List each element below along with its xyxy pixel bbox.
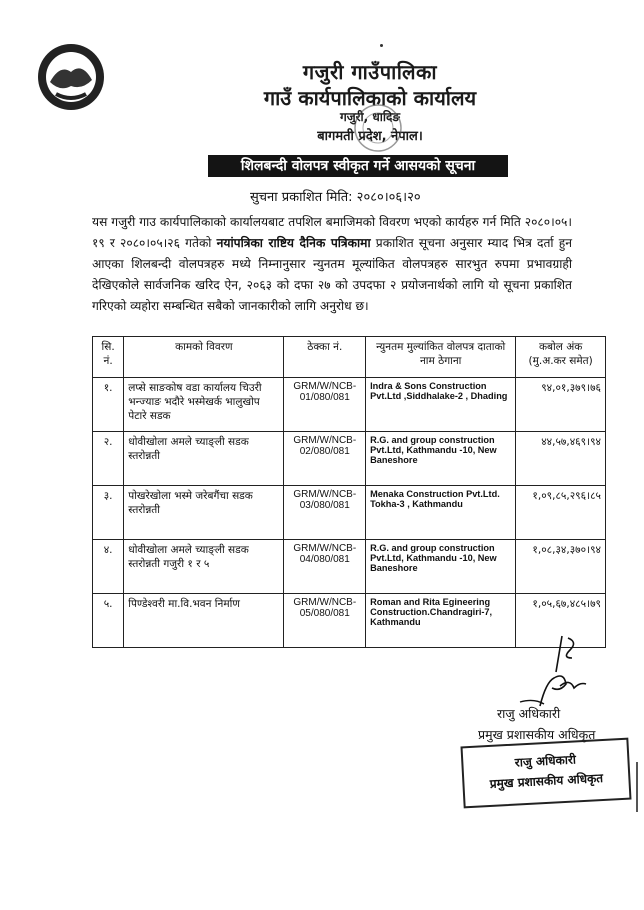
row-ref: GRM/W/NCB-01/080/081 (284, 378, 366, 432)
table-row (93, 486, 606, 540)
body-text-part2: प्रकाशित सूचना अनुसार म्याद भित्र दर्ता हुन आएका शिलबन्दी वोलपत्रहरु मध्ये निम्नानुसार न्युनतम मूल्यांकित वोलपत्रहरु सारभुत रुपमा प्रभावग्राही देखिएकोले सार्वजनिक खरिद ऐन, २०६३ को दफा २७ को उपदफा २ प्रयोजनार्थको लागि यो सूचना प्रकाशित गरिएको व्यहोरा सम्बन्धित सबैको जानकारीको लागि अनुरोध छ। (92, 236, 573, 313)
table-row (93, 540, 606, 594)
row-work: धोवीखोला अमले च्याङ्ली सडक स्तरोन्नती (124, 432, 284, 486)
header-bidder: न्युनतम मुल्यांकित वोलपत्र दाताको नाम ठेगाना (366, 337, 516, 378)
row-work: लप्से साङकोष वडा कार्यालय चिउरी भन्ज्याङ भदौरे भस्मेखर्क भालुखोप पेटारे सडक (124, 378, 284, 432)
row-bidder: Indra & Sons Construction Pvt.Ltd ,Siddhalake-2 , Dhading (366, 378, 516, 432)
header-amount: कबोल अंक (मु.अ.कर समेत) (516, 337, 606, 378)
round-stamp-icon (352, 102, 404, 154)
row-ref: GRM/W/NCB-02/080/081 (284, 432, 366, 486)
published-date: सुचना प्रकाशित मिति: २०८०।०६।२० (250, 190, 421, 205)
stamp-title: प्रमुख प्रशासकीय अधिकृत (489, 771, 604, 791)
official-stamp (460, 738, 631, 809)
row-sn: ५. (93, 594, 124, 648)
signatory-title: प्रमुख प्रशासकीय अधिकृत (478, 727, 596, 742)
row-ref: GRM/W/NCB-05/080/081 (284, 594, 366, 648)
row-amount: १,०९,८५,२९६।८५ (516, 486, 606, 540)
row-work: पोखरेखोला भस्मे जरेबगैंचा सडक स्तरोन्नती (124, 486, 284, 540)
notice-title: शिलबन्दी वोलपत्र स्वीकृत गर्ने आसयको सूचना (208, 155, 508, 177)
office-name: गाउँ कार्यपालिकाको कार्यालय (263, 86, 477, 110)
row-ref: GRM/W/NCB-03/080/081 (284, 486, 366, 540)
municipality-name: गजुरी गाउँपालिका (302, 60, 438, 84)
table-header-row (93, 337, 606, 378)
signatory-name: राजु अधिकारी (497, 706, 561, 721)
stamp-name: राजु अधिकारी (514, 752, 577, 770)
table-row (93, 432, 606, 486)
bid-table (92, 336, 606, 648)
punch-mark (380, 44, 383, 47)
row-amount: १,०५,६७,४८५।७९ (516, 594, 606, 648)
body-text-part1: यस गजुरी गाउ कार्यपालिकाको कार्यालयबाट तपशिल बमाजिमको विवरण भएको कार्यहरु गर्न मिति २०८०।०५।१९ र २०८०।०५।२६ गतेको (92, 215, 572, 250)
notice-body (92, 212, 572, 317)
row-sn: २. (93, 432, 124, 486)
row-sn: ४. (93, 540, 124, 594)
row-ref: GRM/W/NCB-04/080/081 (284, 540, 366, 594)
nepal-emblem-icon (36, 42, 106, 112)
row-amount: १,०८,३४,३७०।९४ (516, 540, 606, 594)
row-bidder: R.G. and group construction Pvt.Ltd, Kathmandu -10, New Baneshore (366, 432, 516, 486)
row-work: धोवीखोला अमले च्याङ्ली सडक स्तरोन्नती गजुरी १ र ५ (124, 540, 284, 594)
row-amount: ४४,५७,४६९।९४ (516, 432, 606, 486)
signature-icon (500, 632, 590, 710)
row-sn: १. (93, 378, 124, 432)
header-ref: ठेक्का नं. (284, 337, 366, 378)
table-row (93, 378, 606, 432)
province-country: बागमती प्रदेश, नेपाल। (317, 129, 423, 144)
row-sn: ३. (93, 486, 124, 540)
office-location: गजुरी, धादिङ (339, 110, 401, 124)
header-sn: सि. नं. (93, 337, 124, 378)
row-bidder: Roman and Rita Egineering Construction.Chandragiri-7, Kathmandu (366, 594, 516, 648)
row-bidder: R.G. and group construction Pvt.Ltd, Kathmandu -10, New Baneshore (366, 540, 516, 594)
header-work: कामको विवरण (124, 337, 284, 378)
row-work: पिण्डेश्वरी मा.वि.भवन निर्माण (124, 594, 284, 648)
newspaper-name: नयांपत्रिका राष्टिय दैनिक पत्रिकामा (216, 236, 371, 250)
row-bidder: Menaka Construction Pvt.Ltd. Tokha-3 , Kathmandu (366, 486, 516, 540)
scan-edge-mark (636, 762, 638, 812)
row-amount: ९४,०१,३७९।७६ (516, 378, 606, 432)
